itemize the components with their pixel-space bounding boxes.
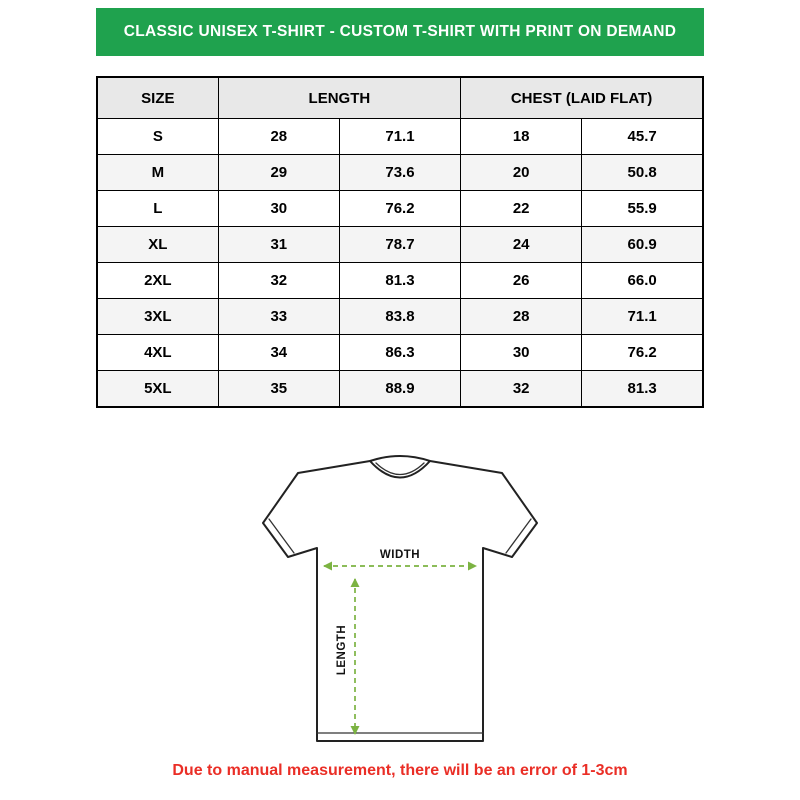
length-cm-cell: 71.1 [339,119,460,155]
chest-in-cell: 18 [461,119,582,155]
size-cell: 2XL [97,263,218,299]
length-in-cell: 35 [218,371,339,408]
chest-in-cell: 32 [461,371,582,408]
length-label: LENGTH [336,624,348,676]
chest-cm-cell: 55.9 [582,191,703,227]
size-cell: 3XL [97,299,218,335]
length-header: LENGTH [218,77,460,119]
length-in-cell: 33 [218,299,339,335]
length-cm-cell: 78.7 [339,227,460,263]
tshirt-measurement-diagram [96,442,704,752]
length-in-cell: 30 [218,191,339,227]
chest-cm-cell: 50.8 [582,155,703,191]
banner-title: CLASSIC UNISEX T-SHIRT - CUSTOM T-SHIRT WITH PRINT ON DEMAND [123,23,677,40]
size-cell: XL [97,227,218,263]
page [96,0,704,780]
table-row [97,155,703,191]
chest-in-cell: 24 [461,227,582,263]
chest-cm-cell: 81.3 [582,371,703,408]
size-cell: 5XL [97,371,218,408]
length-in-cell: 32 [218,263,339,299]
size-cell: L [97,191,218,227]
chest-in-cell: 20 [461,155,582,191]
chest-in-cell: 26 [461,263,582,299]
length-cm-cell: 76.2 [339,191,460,227]
table-row [97,227,703,263]
length-cm-cell: 73.6 [339,155,460,191]
chest-cm-cell: 60.9 [582,227,703,263]
chest-in-cell: 22 [461,191,582,227]
banner [96,8,704,56]
size-chart-table [96,76,704,408]
disclaimer-text: Due to manual measurement, there will be an error of 1-3cm [172,762,628,779]
chest-in-cell: 28 [461,299,582,335]
size-cell: S [97,119,218,155]
chest-cm-cell: 71.1 [582,299,703,335]
length-cm-cell: 88.9 [339,371,460,408]
tshirt-outline-icon [263,456,537,741]
table-header-row [97,77,703,119]
chest-header: CHEST (LAID FLAT) [461,77,703,119]
chest-in-cell: 30 [461,335,582,371]
length-in-cell: 29 [218,155,339,191]
length-cm-cell: 83.8 [339,299,460,335]
table-row [97,371,703,408]
table-row [97,335,703,371]
size-header: SIZE [97,77,218,119]
size-cell: 4XL [97,335,218,371]
length-cm-cell: 81.3 [339,263,460,299]
table-row [97,191,703,227]
width-label: WIDTH [379,549,421,561]
chest-cm-cell: 76.2 [582,335,703,371]
length-cm-cell: 86.3 [339,335,460,371]
length-in-cell: 31 [218,227,339,263]
table-row [97,263,703,299]
length-in-cell: 28 [218,119,339,155]
chest-cm-cell: 66.0 [582,263,703,299]
length-in-cell: 34 [218,335,339,371]
table-row [97,119,703,155]
size-cell: M [97,155,218,191]
table-row [97,299,703,335]
chest-cm-cell: 45.7 [582,119,703,155]
tshirt-diagram-svg [250,442,550,752]
